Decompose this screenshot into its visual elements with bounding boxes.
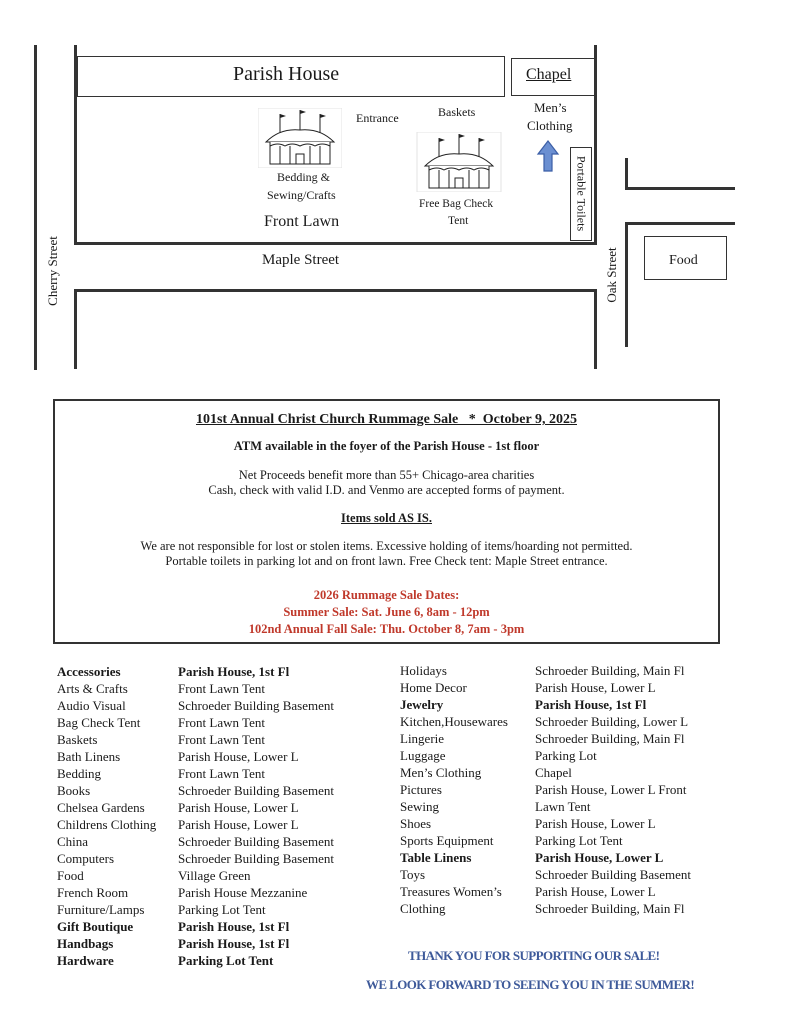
directory-location: Parking Lot Tent [535,833,623,848]
bedding-label-2: Sewing/Crafts [267,188,336,202]
directory-item: Clothing [400,901,446,916]
directory-item: Bath Linens [57,749,121,764]
tent-icon-bag-check [416,132,502,192]
directory-location: Schroeder Building, Main Fl [535,731,685,746]
directory-location: Chapel [535,765,572,780]
directory-location: Schroeder Building Basement [178,851,334,866]
directory-item: Jewelry [400,697,444,712]
directory-location: Parking Lot Tent [178,953,274,968]
directory-location: Schroeder Building, Lower L [535,714,689,729]
directory-right-items [400,662,508,917]
directory-location: Schroeder Building Basement [178,783,334,798]
directory-location: Parking Lot Tent [178,902,266,917]
directory-location: Parking Lot [535,748,597,763]
directory-item: Childrens Clothing [57,817,157,832]
proceeds-line-2: Cash, check with valid I.D. and Venmo are accepted forms of payment. [208,483,565,497]
directory-item: Food [57,868,84,883]
directory-item: Kitchen,Housewares [400,714,508,729]
front-lawn-label: Front Lawn [264,213,340,230]
summer-sale-date: Summer Sale: Sat. June 6, 8am - 12pm [283,605,490,619]
future-dates-title: 2026 Rummage Sale Dates: [313,588,460,602]
directory-item: Sports Equipment [400,833,494,848]
sale-title: 101st Annual Christ Church Rummage Sale * October 9, 2025 [195,412,577,427]
directory-left-locations [178,663,334,969]
directory-location: Parish House, Lower L Front [535,782,687,797]
cherry-street-west-line [34,45,37,370]
directory-item: Handbags [57,936,114,951]
directory-item: Table Linens [400,850,472,865]
oak-corner-south [625,222,735,225]
directory-location: Parish House, 1st Fl [178,936,290,951]
directory-location: Front Lawn Tent [178,681,265,696]
directory-location: Parish House, Lower L [178,817,299,832]
directory-location: Parish House, Lower L [178,800,299,815]
directory-item: China [57,834,89,849]
directory-item: Arts & Crafts [57,681,128,696]
as-is-note: Items sold AS IS. [341,511,432,525]
directory-location: Parish House, Lower L [535,850,664,865]
directory-item: Treasures Women’s [400,884,502,899]
directory-item: Chelsea Gardens [57,800,145,815]
maple-street-north-line [74,242,596,245]
baskets-label: Baskets [438,105,476,119]
directory-location: Parish House Mezzanine [178,885,308,900]
directory-item: Hardware [57,953,114,968]
entrance-label: Entrance [356,111,399,125]
directory-item: Men’s Clothing [400,765,482,780]
directory-location: Parish House, 1st Fl [178,664,290,679]
directory-location: Lawn Tent [535,799,591,814]
disclaimer-line-2: Portable toilets in parking lot and on front lawn. Free Check tent: Maple Street entrance. [165,554,608,568]
oak-corner-north [625,187,735,190]
directory-item: Bedding [57,766,102,781]
directory-item: Shoes [400,816,432,831]
directory-item: Accessories [57,664,121,679]
directory-item: Home Decor [400,680,467,695]
maple-street-south-line [74,289,596,292]
directory-item: Furniture/Lamps [57,902,145,917]
directory-item: Sewing [400,799,439,814]
mens-clothing-label-1: Men’s [534,100,567,115]
free-bag-label-2: Tent [448,215,469,227]
directory-location: Schroeder Building Basement [178,834,334,849]
parish-house-label: Parish House [233,63,340,85]
directory-location: Schroeder Building, Main Fl [535,663,685,678]
directory-location: Village Green [178,868,251,883]
thanks-message: THANK YOU FOR SUPPORTING OUR SALE! [408,948,660,963]
directory-item: Books [57,783,91,798]
directory-right-locations [535,662,691,917]
directory-item: Computers [57,851,115,866]
summer-message: WE LOOK FORWARD TO SEEING YOU IN THE SUMMER! [366,977,695,992]
proceeds-line-1: Net Proceeds benefit more than 55+ Chicago-area charities [238,468,535,482]
south-block-west-line [74,289,77,369]
directory-item: Luggage [400,748,446,763]
oak-street-east-line-north [625,158,628,190]
south-block-east-line [594,289,597,369]
mens-clothing-label-2: Clothing [527,118,573,133]
directory-location: Front Lawn Tent [178,766,265,781]
directory-location: Parish House, 1st Fl [178,919,290,934]
free-bag-label-1: Free Bag Check [419,198,494,210]
directory-item: Toys [400,867,426,882]
directory-location: Front Lawn Tent [178,715,265,730]
tent-icon-bedding [258,108,342,168]
cherry-street-label: Cherry Street [45,236,60,306]
directory-location: Parish House, 1st Fl [535,697,647,712]
maple-street-label: Maple Street [262,252,340,268]
directory-location: Schroeder Building Basement [535,867,691,882]
directory-item: Baskets [57,732,98,747]
directory-location: Parish House, Lower L [535,884,656,899]
directory-location: Schroeder Building, Main Fl [535,901,685,916]
portable-toilets-label: Portable Toilets [574,155,589,232]
entrance-arrow-icon [536,139,560,173]
directory-location: Front Lawn Tent [178,732,265,747]
food-label: Food [669,253,698,268]
oak-street-label: Oak Street [604,247,619,303]
disclaimer-line-1: We are not responsible for lost or stolen items. Excessive holding of items/hoarding not permitted. [140,539,633,553]
sale-info-box [53,399,720,644]
directory-item: Holidays [400,663,447,678]
directory-item: Audio Visual [57,698,126,713]
directory-item: Bag Check Tent [57,715,141,730]
directory-location: Schroeder Building Basement [178,698,334,713]
directory-location: Parish House, Lower L [178,749,299,764]
bedding-label-1: Bedding & [277,170,330,184]
directory-location: Parish House, Lower L [535,816,656,831]
directory-item: Gift Boutique [57,919,134,934]
directory-location: Parish House, Lower L [535,680,656,695]
oak-street-east-line-south [625,222,628,347]
chapel-label: Chapel [526,66,572,83]
directory-item: Lingerie [400,731,445,746]
fall-sale-date: 102nd Annual Fall Sale: Thu. October 8, 7am - 3pm [248,622,525,636]
directory-item: Pictures [400,782,442,797]
atm-note: ATM available in the foyer of the Parish House - 1st floor [233,439,540,453]
directory-item: French Room [57,885,129,900]
directory-left-items [57,663,156,969]
